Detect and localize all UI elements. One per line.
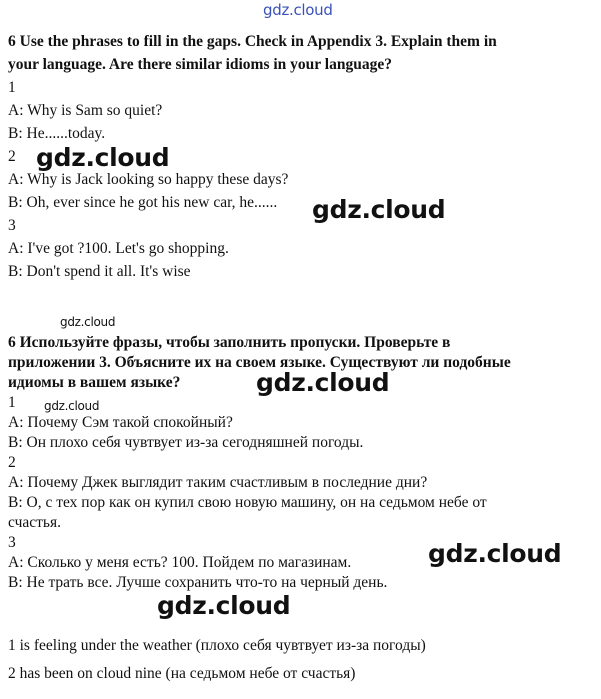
- answer-1: 1 is feeling under the weather (плохо себя чувтвует из-за погоды): [8, 637, 426, 654]
- english-dialogue-1b: B: He......today.: [8, 125, 106, 142]
- russian-dialogue-3b: B: Не трать все. Лучше сохранить что-то на черный день.: [8, 574, 388, 591]
- russian-dialogue-1a: A: Почему Сэм такой спокойный?: [8, 414, 233, 431]
- watermark-top: gdz.cloud: [263, 1, 333, 19]
- russian-number-1: 1: [8, 394, 16, 411]
- russian-number-2: 2: [8, 454, 16, 471]
- watermark-6: gdz.cloud: [428, 539, 562, 568]
- watermark-5: gdz.cloud: [44, 399, 100, 413]
- english-number-2: 2: [8, 148, 16, 165]
- english-task-line-1: 6 Use the phrases to fill in the gaps. Check in Appendix 3. Explain them in: [8, 33, 497, 50]
- russian-task-line-1: 6 Используйте фразы, чтобы заполнить пропуски. Проверьте в: [8, 334, 451, 351]
- russian-dialogue-2b-line-1: B: О, с тех пор как он купил свою новую машину, он на седьмом небе от: [8, 494, 487, 511]
- russian-dialogue-2b-line-2: счастья.: [8, 514, 61, 531]
- english-dialogue-2b: B: Oh, ever since he got his new car, he......: [8, 194, 278, 211]
- english-dialogue-2a: A: Why is Jack looking so happy these days?: [8, 171, 289, 188]
- watermark-4: gdz.cloud: [256, 368, 390, 397]
- english-dialogue-3b: B: Don't spend it all. It's wise: [8, 263, 191, 280]
- watermark-7: gdz.cloud: [157, 591, 291, 620]
- watermark-3: gdz.cloud: [60, 315, 116, 329]
- russian-dialogue-2a: A: Почему Джек выглядит таким счастливым в последние дни?: [8, 474, 428, 491]
- russian-number-3: 3: [8, 534, 16, 551]
- watermark-2: gdz.cloud: [312, 195, 446, 224]
- english-dialogue-3a: A: I've got ?100. Let's go shopping.: [8, 240, 229, 257]
- english-dialogue-1a: A: Why is Sam so quiet?: [8, 102, 163, 119]
- watermark-1: gdz.cloud: [36, 143, 170, 172]
- english-number-3: 3: [8, 217, 16, 234]
- russian-dialogue-3a: A: Сколько у меня есть? 100. Пойдем по магазинам.: [8, 554, 352, 571]
- russian-task-line-3: идиомы в вашем языке?: [8, 374, 181, 391]
- english-task-line-2: your language. Are there similar idioms in your language?: [8, 56, 392, 73]
- russian-task-line-2: приложении 3. Объясните их на своем языке. Существуют ли подобные: [8, 354, 511, 371]
- russian-dialogue-1b: B: Он плохо себя чувтвует из-за сегодняшней погоды.: [8, 434, 364, 451]
- answer-2: 2 has been on cloud nine (на седьмом небе от счастья): [8, 665, 356, 682]
- english-number-1: 1: [8, 79, 16, 96]
